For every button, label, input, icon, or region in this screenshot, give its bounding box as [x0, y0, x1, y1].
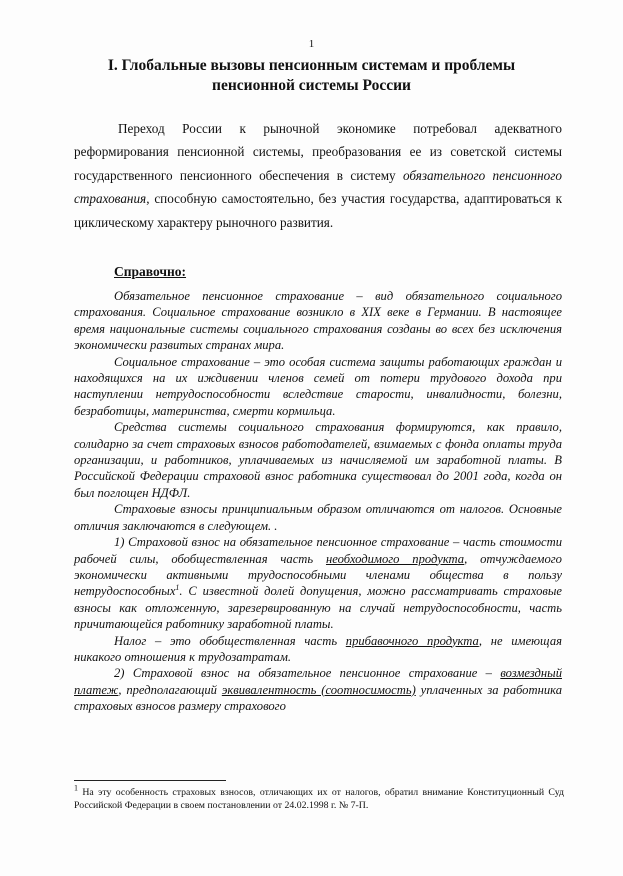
footnote [74, 783, 564, 812]
reference-paragraph-4: Страховые взносы принципиальным образом отличаются от налогов. Основные отличия заключаются в следующем. . [74, 502, 562, 533]
footnote-marker: 1 [74, 783, 78, 793]
footnote-text: На эту особенность страховых взносов, отличающих их от налогов, обратил внимание Конституционный Суд Российской Федерации в своем постановлении от 24.02.1998 г. № 7-П. [74, 787, 564, 811]
para7-underlined-term-1: возмездный платеж [74, 666, 562, 697]
para6-underlined-term: прибавочного продукта [345, 633, 479, 648]
reference-paragraph-7 [74, 665, 562, 714]
reference-paragraph-1: Обязательное пенсионное страхование – вид обязательного социального страхования. Социальное страхование возникло в XIX веке в Германии. В настоящее время национальные системы социального страхования созданы во всех без исключения экономически развитых странах мира. [74, 289, 562, 353]
para7-text-a: 2) Страховой взнос на обязательное пенсионное страхование – [114, 666, 501, 681]
reference-block [74, 288, 562, 715]
para5-text-a: 1) Страховой взнос на обязательное пенсионное страхование – часть стоимости рабочей силы, обобществленная часть [74, 535, 562, 566]
para5-text-b: , отчуждаемого экономически активными трудоспособными членами общества в пользу нетрудоспособных [74, 551, 562, 599]
intro-paragraph [74, 117, 562, 234]
para7-text-c: уплаченных за работника страховых взносов размеру страхового [74, 682, 562, 714]
footnote-reference-marker: 1 [175, 583, 180, 593]
intro-text-start: Переход России к рыночной экономике потребовал адекватного реформирования пенсионной системы, преобразования ее из советской системы государственного пенсионного обеспечения в систему [74, 121, 562, 183]
para6-text-b: , не имеющая никакого отношения к трудозатратам. [74, 633, 563, 664]
para7-text-b: , предполагающий [118, 682, 222, 697]
intro-text-end: , способную самостоятельно, без участия государства, адаптироваться к циклическому характеру рыночного развития. [74, 191, 562, 230]
para5-text-c: . С известной долей допущения, можно рассматривать страховые взносы как отложенную, зарезервированную на случай нетрудоспособности, часть причитающейся работнику заработной платы. [74, 584, 562, 632]
para6-text-a: Налог – это обобществленная часть [114, 633, 346, 648]
para7-underlined-term-2: эквивалентность (соотносимость) [221, 682, 416, 697]
footnote-divider [74, 780, 226, 781]
page-number: 1 [308, 38, 315, 50]
reference-paragraph-5 [74, 534, 562, 632]
para5-underlined-term: необходимого продукта [325, 551, 465, 566]
reference-heading: Справочно: [114, 264, 187, 279]
reference-paragraph-6 [74, 633, 562, 666]
reference-paragraph-2: Социальное страхование – это особая система защиты работающих граждан и находящихся на их иждивении членов семей от потери трудового дохода при наступлении нетрудоспособности вследствие старости, инвалидности, болезни, безработицы, материнства, смерти кормильца. [74, 354, 562, 418]
reference-paragraph-3: Средства системы социального страхования формируются, как правило, солидарно за счет страховых взносов работодателей, взимаемых с фонда оплаты труда организации, и работников, уплачиваемых из начисляемой им заработной платы. В Российской Федерации страховой взнос работника существовал до 2001 года, когда он был поглощен НДФЛ. [74, 420, 562, 500]
section-title: I. Глобальные вызовы пенсионным системам и проблемы пенсионной системы России [107, 57, 516, 94]
intro-italic-term: обязательного пенсионного страхования [74, 167, 562, 207]
